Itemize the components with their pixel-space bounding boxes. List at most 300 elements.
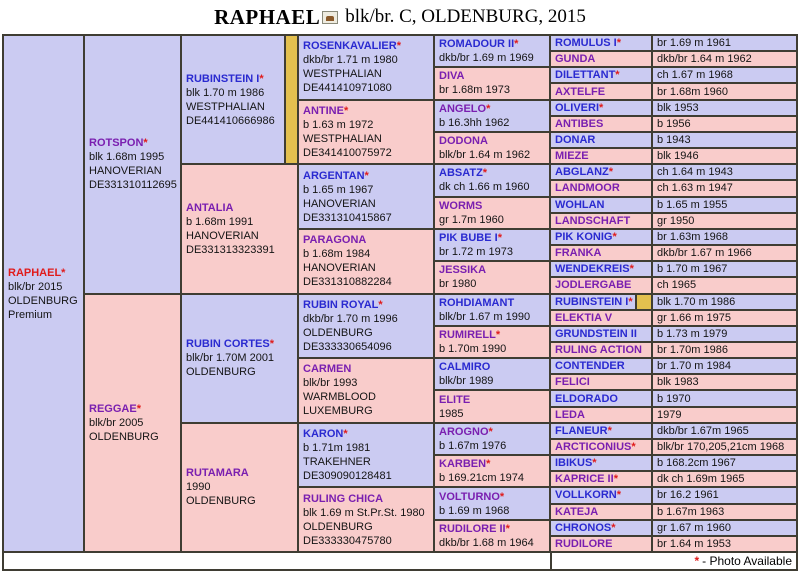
horse-link-argentan[interactable]: ARGENTAN: [303, 169, 365, 182]
horse-detail-line: gr 1950: [657, 214, 695, 227]
horse-detail-line: br 1.72 m 1973: [439, 246, 513, 259]
horse-link-rotspon[interactable]: ROTSPON: [89, 137, 144, 150]
pedigree-info-eldorado: [653, 391, 796, 405]
horse-detail-line: HANOVERIAN: [303, 197, 376, 210]
horse-name-line: [439, 425, 547, 439]
horse-name-line: [555, 231, 649, 243]
pedigree-cell-rosenkavalier: [299, 36, 433, 99]
page-title: [0, 0, 800, 34]
horse-detail-line: WARMBLOOD: [303, 391, 376, 404]
horse-detail-line: b 16.3hh 1962: [439, 116, 510, 129]
horse-link-jessika[interactable]: JESSIKA: [439, 264, 487, 277]
horse-name-line: [555, 457, 649, 469]
horse-name-line: [8, 266, 81, 280]
pedigree-cell-rubinstein-i: [551, 295, 651, 309]
pedigree-info-felici: [653, 375, 796, 389]
horse-name-line: [439, 134, 547, 148]
pedigree-cell-worms: [435, 198, 549, 228]
horse-name-line: [555, 37, 649, 49]
horse-name-line: [186, 466, 295, 480]
horse-link-rudilore[interactable]: RUDILORE: [555, 537, 613, 550]
pedigree-cell-raphael: [4, 36, 83, 551]
horse-detail-line: gr 1.67 m 1960: [657, 521, 731, 534]
horse-name-line: [439, 199, 547, 213]
horse-detail-line: DE333330475780: [303, 534, 392, 547]
horse-detail-line: DE341410075972: [303, 146, 392, 159]
pedigree-info-chronos: [653, 521, 796, 535]
horse-link-rohdiamant[interactable]: ROHDIAMANT: [439, 296, 515, 309]
horse-detail-line: DE309090128481: [303, 470, 392, 483]
horse-name-line: [555, 425, 649, 437]
horse-name-line: [555, 150, 649, 162]
pedigree-cell-ibikus: [551, 456, 651, 470]
horse-name-line: [555, 538, 649, 550]
horse-detail-line: blk/br 1.64 m 1962: [439, 149, 531, 162]
pedigree-cell-rubin-cortes: [182, 295, 297, 422]
title-details: blk/br. C, OLDENBURG, 2015: [345, 6, 586, 27]
horse-link-antalia[interactable]: ANTALIA: [186, 201, 234, 214]
horse-detail-line: OLDENBURG: [89, 430, 159, 443]
pedigree-cell-landschaft: [551, 214, 651, 228]
photo-available-star: *: [396, 40, 401, 53]
horse-link-grundstein-ii[interactable]: GRUNDSTEIN II: [555, 327, 637, 340]
horse-link-gunda[interactable]: GUNDA: [555, 53, 596, 66]
pedigree-cell-kateja: [551, 505, 651, 519]
pedigree-cell-rubinstein-i: [182, 36, 297, 163]
horse-detail-line: blk/br 1.70M 2001: [186, 352, 275, 365]
pedigree-cell-kaprice-ii: [551, 472, 651, 486]
horse-link-rubinstein-i[interactable]: RUBINSTEIN I: [186, 72, 260, 85]
pedigree-cell-vollkorn: [551, 488, 651, 502]
horse-detail-line: dk ch 1.66 m 1960: [439, 181, 530, 194]
pedigree-cell-antine: [299, 101, 433, 164]
photo-available-star: *: [628, 295, 633, 308]
horse-detail-line: LUXEMBURG: [303, 405, 373, 418]
horse-detail-line: Premium: [8, 308, 53, 321]
horse-detail-line: b 1.67m 1976: [439, 439, 507, 452]
horse-name-line: [555, 393, 649, 405]
horse-name-line: [555, 118, 649, 130]
horse-name-line: [439, 328, 547, 342]
horse-name-line: [439, 231, 547, 245]
pedigree-info-ruling-action: [653, 343, 796, 357]
photo-available-star: *: [497, 232, 502, 245]
photo-note-asterisk: *: [694, 554, 700, 568]
horse-link-karon[interactable]: KARON: [303, 428, 344, 441]
horse-detail-line: blk 1.69 m St.Pr.St. 1980: [303, 506, 425, 519]
pedigree-cell-grundstein-ii: [551, 327, 651, 341]
horse-detail-line: HANOVERIAN: [303, 262, 376, 275]
horse-link-ruling-action[interactable]: RULING ACTION: [555, 344, 642, 357]
horse-link-wendekreis[interactable]: WENDEKREIS: [555, 263, 630, 276]
horse-link-wohlan[interactable]: WOHLAN: [555, 198, 605, 211]
horse-detail-line: b 1956: [657, 117, 691, 130]
horse-name-line: [555, 166, 649, 178]
pedigree-cell-mieze: [551, 149, 651, 163]
horse-name-line: [555, 86, 649, 98]
photo-available-star: *: [486, 458, 491, 471]
horse-detail-line: ch 1.63 m 1947: [657, 182, 733, 195]
horse-name-line: [439, 69, 547, 83]
horse-link-contender[interactable]: CONTENDER: [555, 360, 625, 373]
horse-detail-line: b 1.70m 1990: [439, 342, 507, 355]
pedigree-info-rubinstein-i: [653, 295, 796, 309]
pedigree-cell-wendekreis: [551, 262, 651, 276]
horse-detail-line: OLDENBURG: [303, 326, 373, 339]
pedigree-cell-gunda: [551, 52, 651, 66]
horse-name-line: [555, 489, 649, 501]
horse-link-ibikus[interactable]: IBIKUS: [555, 457, 593, 470]
horse-name-line: [186, 337, 295, 351]
horse-name-line: [555, 328, 649, 340]
horse-link-rudilore-ii[interactable]: RUDILORE II: [439, 522, 506, 535]
horse-detail-line: DE441410971080: [303, 82, 392, 95]
horse-name-line: [555, 522, 649, 534]
photo-available-star: *: [631, 440, 636, 453]
horse-name-line: [555, 279, 649, 291]
pedigree-info-leda: [653, 408, 796, 422]
horse-detail-line: b 1.63 m 1972: [303, 118, 374, 131]
pedigree-info-donar: [653, 133, 796, 147]
horse-link-paragona[interactable]: PARAGONA: [303, 234, 367, 247]
photo-available-star: *: [61, 266, 66, 279]
horse-link-landschaft[interactable]: LANDSCHAFT: [555, 214, 631, 227]
horse-detail-line: OLDENBURG: [8, 294, 78, 307]
photo-available-star: *: [499, 490, 505, 503]
pedigree-info-oliveri: [653, 101, 796, 115]
pedigree-cell-rudilore-ii: [435, 521, 549, 551]
pedigree-cell-felici: [551, 375, 651, 389]
horse-link-arogno[interactable]: AROGNO: [439, 425, 489, 438]
pedigree-cell-pik-bube-i: [435, 230, 549, 260]
pedigree-info-gunda: [653, 52, 796, 66]
horse-detail-line: br 1.68m 1960: [657, 85, 728, 98]
horse-link-franka[interactable]: FRANKA: [555, 247, 602, 260]
horse-detail-line: b 1.69 m 1968: [439, 504, 510, 517]
pedigree-cell-elite: [435, 391, 549, 421]
photo-available-star: *: [136, 402, 141, 415]
horse-link-dodona[interactable]: DODONA: [439, 135, 488, 148]
horse-detail-line: b 1.65 m 1955: [657, 198, 728, 211]
horse-name-line: [89, 402, 178, 416]
horse-name-line: [555, 376, 649, 388]
horse-detail-line: dkb/br 1.71 m 1980: [303, 54, 398, 67]
pedigree-cell-karon: [299, 424, 433, 487]
photo-available-star: *: [343, 104, 349, 117]
pedigree-cell-antibes: [551, 117, 651, 131]
horse-link-diva[interactable]: DIVA: [439, 70, 465, 83]
pedigree-info-grundstein-ii: [653, 327, 796, 341]
horse-detail-line: blk 1.70 m 1986: [657, 295, 736, 308]
horse-name-line: [303, 362, 431, 376]
horse-link-mieze[interactable]: MIEZE: [555, 150, 589, 163]
horse-detail-line: b 1.68m 1984: [303, 248, 371, 261]
footer-spacer: [4, 553, 550, 569]
horse-link-kaprice-ii[interactable]: KAPRICE II: [555, 473, 614, 486]
horse-detail-line: b 1.68m 1991: [186, 215, 254, 228]
horse-name-line: [555, 134, 649, 146]
pedigree-cell-jodlergabe: [551, 278, 651, 292]
horse-detail-line: b 1.65 m 1967: [303, 183, 374, 196]
pedigree-cell-argentan: [299, 165, 433, 228]
horse-detail-line: gr 1.7m 1960: [439, 213, 504, 226]
linebreeding-marker: [635, 295, 651, 309]
horse-detail-line: dkb/br 1.69 m 1969: [439, 52, 534, 65]
pedigree-info-abglanz: [653, 165, 796, 179]
horse-name-line: [303, 427, 431, 441]
horse-detail-line: DE331310112695: [89, 179, 177, 192]
horse-detail-line: blk 1.70 m 1986: [186, 86, 265, 99]
horse-detail-line: DE333330654096: [303, 340, 392, 353]
pedigree-cell-chronos: [551, 521, 651, 535]
horse-detail-line: WESTPHALIAN: [186, 100, 265, 113]
horse-name-line: [555, 312, 649, 324]
horse-link-kateja[interactable]: KATEJA: [555, 505, 599, 518]
horse-name-line: [303, 169, 431, 183]
horse-detail-line: b 1.71m 1981: [303, 442, 371, 455]
horse-detail-line: blk/br 2015: [8, 280, 63, 293]
horse-detail-line: dkb/br 1.67 m 1966: [657, 247, 752, 260]
horse-detail-line: ch 1.67 m 1968: [657, 69, 733, 82]
pedigree-cell-leda: [551, 408, 651, 422]
footer-row: [2, 553, 798, 571]
photo-available-star: *: [378, 298, 383, 311]
photo-available-star: *: [599, 101, 604, 114]
horse-name-line: [555, 263, 649, 275]
pedigree-info-landmoor: [653, 181, 796, 195]
pedigree-info-franka: [653, 246, 796, 260]
horse-name-line: [555, 506, 649, 518]
pedigree-info-wendekreis: [653, 262, 796, 276]
horse-name-line: [439, 37, 547, 51]
horse-link-pik-bube-i[interactable]: PIK BUBE I: [439, 232, 498, 245]
horse-name-line: [186, 72, 295, 86]
horse-link-rumirell[interactable]: RUMIRELL: [439, 328, 496, 341]
photo-available-star: *: [615, 69, 620, 82]
horse-detail-line: br 1.64 m 1953: [657, 537, 731, 550]
pedigree-cell-romadour-ii: [435, 36, 549, 66]
horse-link-antine[interactable]: ANTINE: [303, 104, 344, 117]
horse-link-elite[interactable]: ELITE: [439, 393, 471, 406]
pedigree-cell-calmiro: [435, 359, 549, 389]
horse-detail-line: b 1943: [657, 134, 691, 147]
photo-available-star: *: [611, 521, 616, 534]
pedigree-info-contender: [653, 359, 796, 373]
horse-name-line: [555, 199, 649, 211]
horse-link-rutamara[interactable]: RUTAMARA: [186, 467, 249, 480]
pedigree-cell-oliveri: [551, 101, 651, 115]
pedigree-cell-reggae: [85, 295, 180, 552]
horse-name-line: [303, 298, 431, 312]
horse-link-pik-konig[interactable]: PIK KONIG: [555, 230, 613, 243]
horse-link-rubin-cortes[interactable]: RUBIN CORTES: [186, 338, 270, 351]
pedigree-cell-karben: [435, 456, 549, 486]
horse-link-rosenkavalier[interactable]: ROSENKAVALIER: [303, 40, 397, 53]
horse-link-vollkorn[interactable]: VOLLKORN: [555, 489, 617, 502]
horse-link-felici[interactable]: FELICI: [555, 376, 590, 389]
horse-detail-line: WESTPHALIAN: [303, 68, 382, 81]
pedigree-info-romulus-i: [653, 36, 796, 50]
horse-link-romadour-ii[interactable]: ROMADOUR II: [439, 38, 515, 51]
horse-detail-line: b 1.70 m 1967: [657, 263, 728, 276]
pedigree-cell-eldorado: [551, 391, 651, 405]
photo-note-text: - Photo Available: [702, 554, 792, 568]
horse-link-karben[interactable]: KARBEN: [439, 458, 487, 471]
pedigree-cell-volturno: [435, 488, 549, 518]
horse-detail-line: dkb/br 1.70 m 1996: [303, 312, 398, 325]
horse-link-jodlergabe[interactable]: JODLERGABE: [555, 279, 632, 292]
horse-name-line: [439, 102, 547, 116]
pedigree-cell-dodona: [435, 133, 549, 163]
photo-available-star: *: [343, 428, 348, 441]
horse-name-line: [89, 136, 178, 150]
horse-link-leda[interactable]: LEDA: [555, 408, 585, 421]
pedigree-cell-rubin-royal: [299, 295, 433, 358]
horse-link-antibes[interactable]: ANTIBES: [555, 117, 604, 130]
horse-name-line: [439, 522, 547, 536]
horse-link-elektia-v[interactable]: ELEKTIA V: [555, 311, 613, 324]
horse-name-line: [439, 166, 547, 180]
pedigree-cell-carmen: [299, 359, 433, 422]
photo-available-star: *: [482, 167, 488, 180]
pedigree-cell-jessika: [435, 262, 549, 292]
pedigree-cell-axtelfe: [551, 84, 651, 98]
pedigree-cell-rotspon: [85, 36, 180, 293]
photo-available-star: *: [612, 230, 617, 243]
horse-link-angelo[interactable]: ANGELO: [439, 102, 487, 115]
horse-link-abglanz[interactable]: ABGLANZ: [555, 166, 609, 179]
pedigree-cell-antalia: [182, 165, 297, 292]
pedigree-cell-franka: [551, 246, 651, 260]
pedigree-cell-absatz: [435, 165, 549, 195]
horse-link-reggae[interactable]: REGGAE: [89, 402, 137, 415]
horse-detail-line: OLDENBURG: [186, 366, 256, 379]
horse-link-landmoor[interactable]: LANDMOOR: [555, 182, 620, 195]
horse-name-line: [555, 441, 649, 453]
horse-detail-line: ch 1.64 m 1943: [657, 166, 733, 179]
horse-link-raphael[interactable]: RAPHAEL: [8, 266, 62, 279]
pedigree-cell-abglanz: [551, 165, 651, 179]
pedigree-info-axtelfe: [653, 84, 796, 98]
pedigree-cell-rohdiamant: [435, 295, 549, 325]
pedigree-info-rudilore: [653, 537, 796, 551]
horse-detail-line: dkb/br 1.64 m 1962: [657, 53, 752, 66]
horse-detail-line: br 1.70 m 1984: [657, 360, 731, 373]
horse-name-line: [439, 296, 547, 310]
horse-detail-line: 1990: [186, 481, 211, 494]
pedigree-info-mieze: [653, 149, 796, 163]
pedigree-cell-pik-konig: [551, 230, 651, 244]
horse-link-volturno[interactable]: VOLTURNO: [439, 490, 500, 503]
photo-available-star: *: [613, 473, 618, 486]
pedigree-info-landschaft: [653, 214, 796, 228]
pedigree-cell-ruling-chica: [299, 488, 433, 551]
horse-name-line: [555, 344, 649, 356]
pedigree-cell-donar: [551, 133, 651, 147]
horse-link-romulus-i[interactable]: ROMULUS I: [555, 37, 617, 50]
horse-name-line: [439, 263, 547, 277]
horse-name-line: [303, 233, 431, 247]
horse-link-flaneur[interactable]: FLANEUR: [555, 424, 608, 437]
horse-link-worms[interactable]: WORMS: [439, 199, 483, 212]
pedigree-info-dilettant: [653, 68, 796, 82]
pedigree-cell-contender: [551, 359, 651, 373]
horse-detail-line: blk/br 1993: [303, 377, 358, 390]
photo-available-star: *: [608, 166, 614, 179]
horse-link-oliveri[interactable]: OLIVERI: [555, 101, 600, 114]
pedigree-info-wohlan: [653, 198, 796, 212]
title-horse-name: RAPHAEL: [214, 4, 321, 29]
pedigree-cell-romulus-i: [551, 36, 651, 50]
pedigree-cell-elektia-v: [551, 311, 651, 325]
horse-detail-line: blk/br 170,205,21cm 1968: [657, 440, 785, 453]
horse-detail-line: b 1970: [657, 392, 691, 405]
horse-detail-line: br 1980: [439, 278, 477, 291]
photo-available-star: *: [488, 425, 493, 438]
horse-detail-line: DE331310882284: [303, 276, 392, 289]
horse-name-line: [555, 215, 649, 227]
horse-detail-line: blk/br 1.67 m 1990: [439, 310, 531, 323]
horse-detail-line: br 1.63m 1968: [657, 230, 728, 243]
horse-name-line: [303, 104, 431, 118]
horse-detail-line: 1985: [439, 407, 464, 420]
pedigree-cell-landmoor: [551, 181, 651, 195]
horse-detail-line: blk 1946: [657, 150, 699, 163]
horse-detail-line: b 169.21cm 1974: [439, 472, 525, 485]
horse-link-ruling-chica[interactable]: RULING CHICA: [303, 492, 384, 505]
photo-available-star: *: [495, 328, 501, 341]
pedigree-cell-diva: [435, 68, 549, 98]
pedigree-cell-dilettant: [551, 68, 651, 82]
horse-name-line: [555, 182, 649, 194]
photo-available-star: *: [259, 72, 264, 85]
horse-detail-line: DE331310415867: [303, 211, 392, 224]
pedigree-cell-rutamara: [182, 424, 297, 551]
horse-detail-line: dkb/br 1.68 m 1964: [439, 536, 534, 549]
horse-detail-line: OLDENBURG: [303, 520, 373, 533]
horse-link-dilettant[interactable]: DILETTANT: [555, 69, 616, 82]
horse-name-line: [303, 39, 431, 53]
pedigree-info-pik-konig: [653, 230, 796, 244]
horse-link-absatz[interactable]: ABSATZ: [439, 167, 483, 180]
horse-link-axtelfe[interactable]: AXTELFE: [555, 85, 606, 98]
pedigree-info-antibes: [653, 117, 796, 131]
horse-link-rubinstein-i[interactable]: RUBINSTEIN I: [555, 295, 629, 308]
horse-detail-line: blk/br 2005: [89, 416, 144, 429]
horse-name-line: [439, 490, 547, 504]
pedigree-info-vollkorn: [653, 488, 796, 502]
horse-link-calmiro[interactable]: CALMIRO: [439, 361, 491, 374]
horse-name-line: [439, 393, 547, 407]
pedigree-cell-flaneur: [551, 424, 651, 438]
horse-link-carmen[interactable]: CARMEN: [303, 363, 352, 376]
horse-name-line: [555, 69, 649, 81]
horse-name-line: [555, 102, 649, 114]
horse-link-arcticonius[interactable]: ARCTICONIUS: [555, 440, 632, 453]
horse-link-rubin-royal[interactable]: RUBIN ROYAL: [303, 298, 379, 311]
horse-name-line: [439, 457, 547, 471]
horse-detail-line: blk 1.68m 1995: [89, 151, 165, 164]
horse-detail-line: br 1.68m 1973: [439, 84, 510, 97]
horse-link-chronos[interactable]: CHRONOS: [555, 521, 612, 534]
horse-link-donar[interactable]: DONAR: [555, 134, 596, 147]
horse-detail-line: blk 1983: [657, 376, 699, 389]
horse-link-eldorado[interactable]: ELDORADO: [555, 392, 618, 405]
horse-detail-line: TRAKEHNER: [303, 456, 371, 469]
pedigree-info-arcticonius: [653, 440, 796, 454]
pedigree-info-ibikus: [653, 456, 796, 470]
horse-detail-line: OLDENBURG: [186, 495, 256, 508]
